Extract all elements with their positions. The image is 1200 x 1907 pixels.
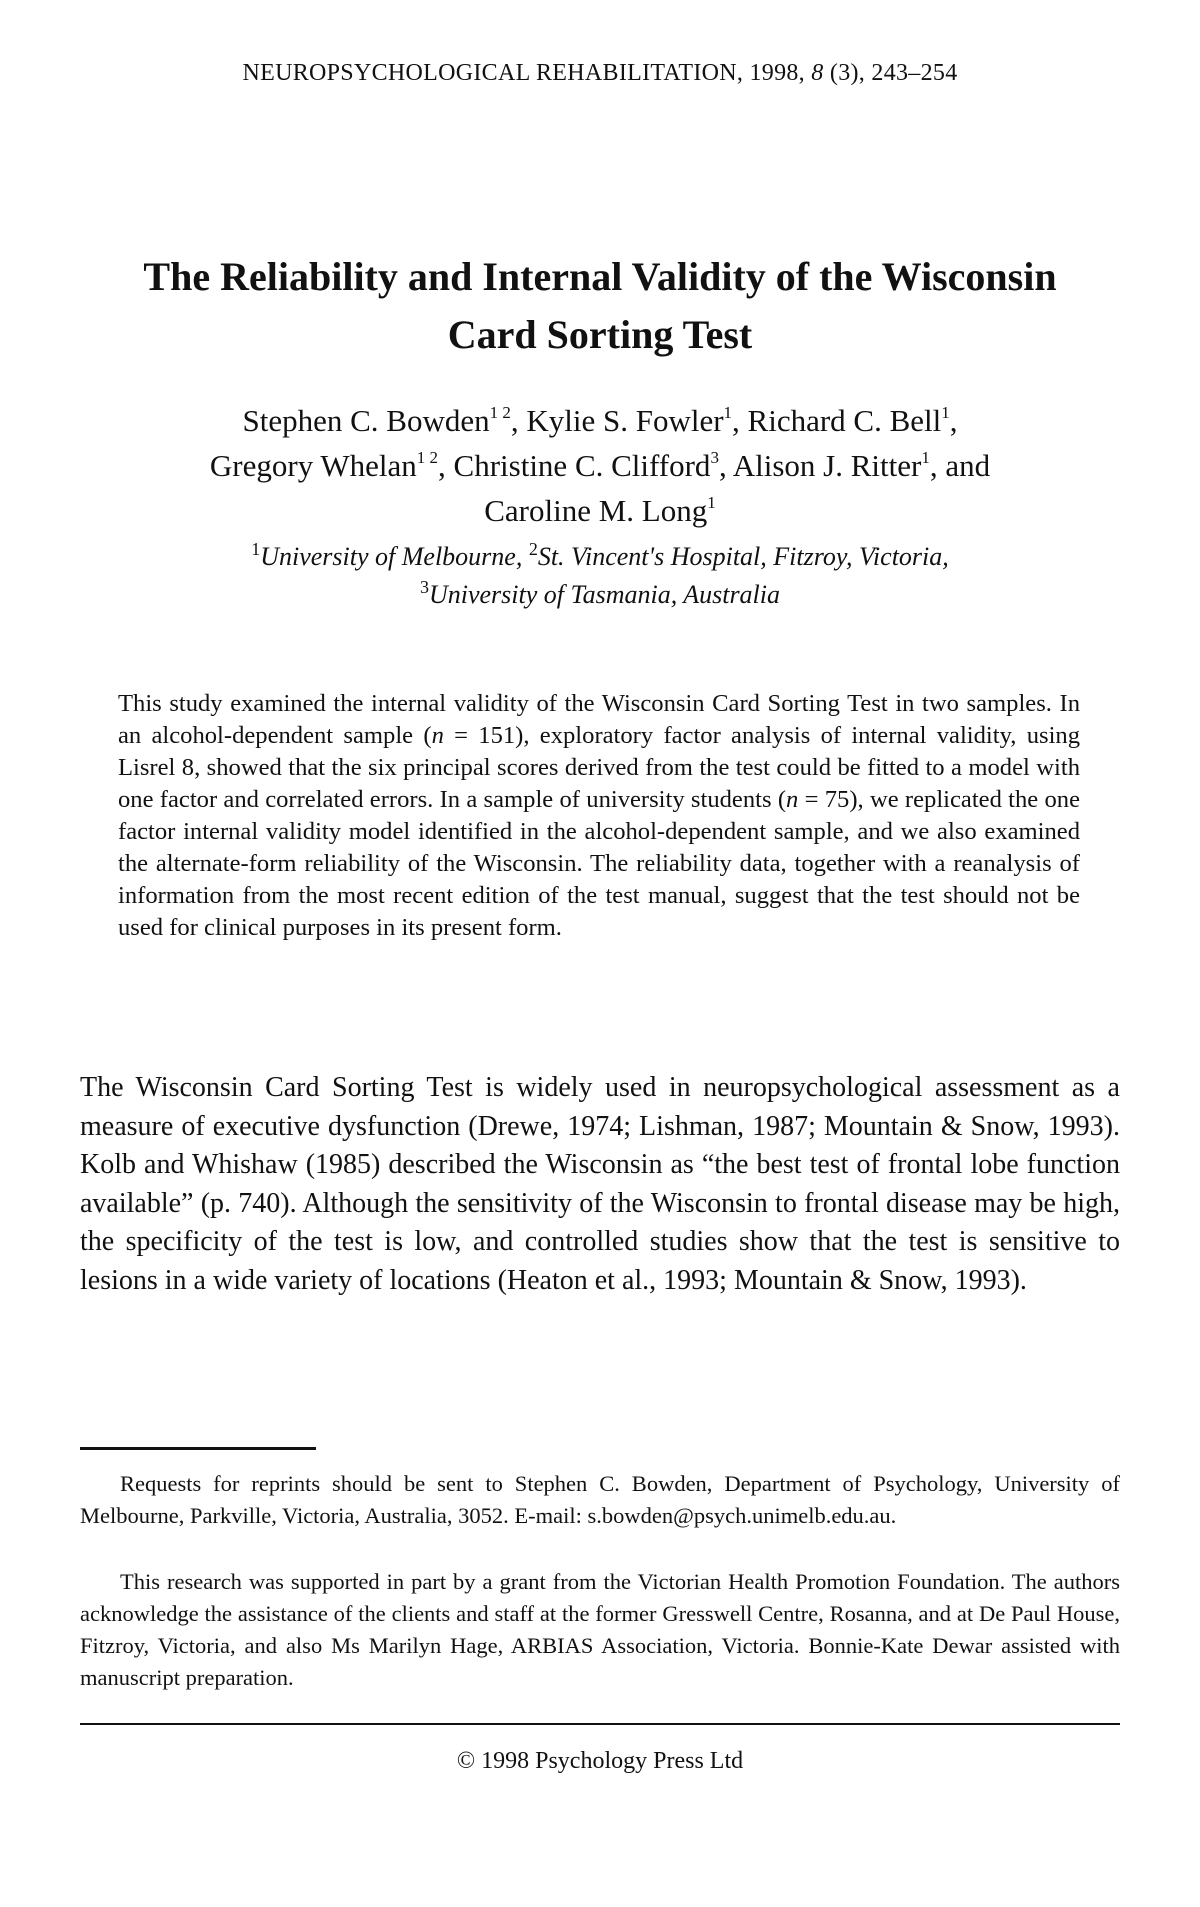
- author-separator: ,: [438, 448, 454, 483]
- author-name: Christine C. Clifford: [453, 448, 711, 483]
- author-name: Caroline M. Long: [484, 493, 708, 528]
- abstract: [118, 688, 1080, 944]
- author-separator: , and: [929, 448, 991, 483]
- author-name: Gregory Whelan: [209, 448, 417, 483]
- running-head-journal: NEUROPSYCHOLOGICAL REHABILITATION, 1998,: [242, 60, 812, 86]
- author-name: Alison J. Ritter: [732, 448, 922, 483]
- footnote-divider: [80, 1447, 316, 1450]
- author-affiliation-marker: 1: [941, 403, 950, 422]
- author-affiliation-marker: 1: [723, 403, 733, 422]
- abstract-text: This study examined the internal validity of the Wisconsin Card Sorting Test in two samples. In an alcohol-dependent sample (: [118, 690, 1080, 749]
- abstract-sample-size-var: n: [786, 786, 799, 813]
- abstract-text: = 151), exploratory factor analysis of internal validity, using Lisrel 8, showed that the six principal scores derived from the test could be fitted to a model with one factor and correlated errors. In a sample of university students (: [118, 722, 1080, 813]
- title-line-1: The Reliability and Internal Validity of the Wisconsin: [143, 254, 1057, 299]
- abstract-text: = 75), we replicated the one factor internal validity model identified in the alcohol-dependent sample, and we also examined the alternate-form reliability of the Wisconsin. The reliability data, together with a reanalysis of information from the most recent edition of the test manual, suggest that the test should not be used for clinical purposes in its present form.: [118, 786, 1080, 941]
- author-name: Stephen C. Bowden: [242, 403, 490, 438]
- copyright-notice: © 1998 Psychology Press Ltd: [456, 1748, 744, 1774]
- affiliation-name: University of Melbourne,: [260, 542, 529, 571]
- author-separator: ,: [510, 403, 527, 438]
- author-separator: ,: [732, 403, 748, 438]
- running-head: [0, 60, 1200, 87]
- author-list: [80, 398, 1120, 533]
- abstract-sample-size-var: n: [431, 722, 444, 749]
- author-separator: ,: [718, 448, 733, 483]
- running-head-issue-pages: (3), 243–254: [823, 60, 958, 86]
- paper-title: [60, 248, 1140, 364]
- affiliation-number: 2: [528, 539, 538, 559]
- author-name: Kylie S. Fowler: [526, 403, 724, 438]
- affiliation-name: University of Tasmania, Australia: [428, 580, 781, 609]
- author-name: Richard C. Bell: [747, 403, 942, 438]
- author-affiliation-marker: 1 2: [416, 448, 439, 467]
- affiliation-number: 1: [251, 539, 261, 559]
- body-paragraph: The Wisconsin Card Sorting Test is widely used in neuropsychological assessment as a measure of executive dysfunction (Drewe, 1974; Lishman, 1987; Mountain & Snow, 1993). Kolb and Whishaw (1985) described the Wisconsin as “the best test of frontal lobe function available” (p. 740). Although the sensitivity of the Wisconsin to frontal disease may be high, the specificity of the test is low, and controlled studies show that the test is sensitive to lesions in a wide variety of locations (Heaton et al., 1993; Mountain & Snow, 1993).: [80, 1072, 1120, 1296]
- author-affiliation-marker: 1 2: [489, 403, 511, 422]
- author-affiliation-marker: 1: [921, 448, 930, 467]
- footnote-funding: This research was supported in part by a grant from the Victorian Health Promotion Foundation. The authors acknowledge the assistance of the clients and staff at the former Gresswell Centre, Rosanna, and at De Paul House, Fitzroy, Victoria, and also Ms Marilyn Hage, ARBIAS Association, Victoria. Bonnie-Kate Dewar assisted with manuscript preparation.: [80, 1569, 1120, 1690]
- title-line-2: Card Sorting Test: [447, 312, 753, 357]
- author-affiliation-marker: 1: [707, 493, 716, 512]
- bottom-divider: [80, 1723, 1120, 1725]
- author-affiliation-marker: 3: [710, 448, 719, 467]
- running-head-volume: 8: [811, 60, 824, 86]
- author-separator: ,: [949, 403, 958, 438]
- footnote-reprints: Requests for reprints should be sent to Stephen C. Bowden, Department of Psychology, University of Melbourne, Parkville, Victoria, Australia, 3052. E-mail: s.bowden@psych.unimelb.edu.au.: [80, 1471, 1120, 1528]
- affiliation-number: 3: [419, 577, 429, 597]
- affiliation-name: St. Vincent's Hospital, Fitzroy, Victoria,: [537, 542, 949, 571]
- affiliations: [80, 538, 1120, 614]
